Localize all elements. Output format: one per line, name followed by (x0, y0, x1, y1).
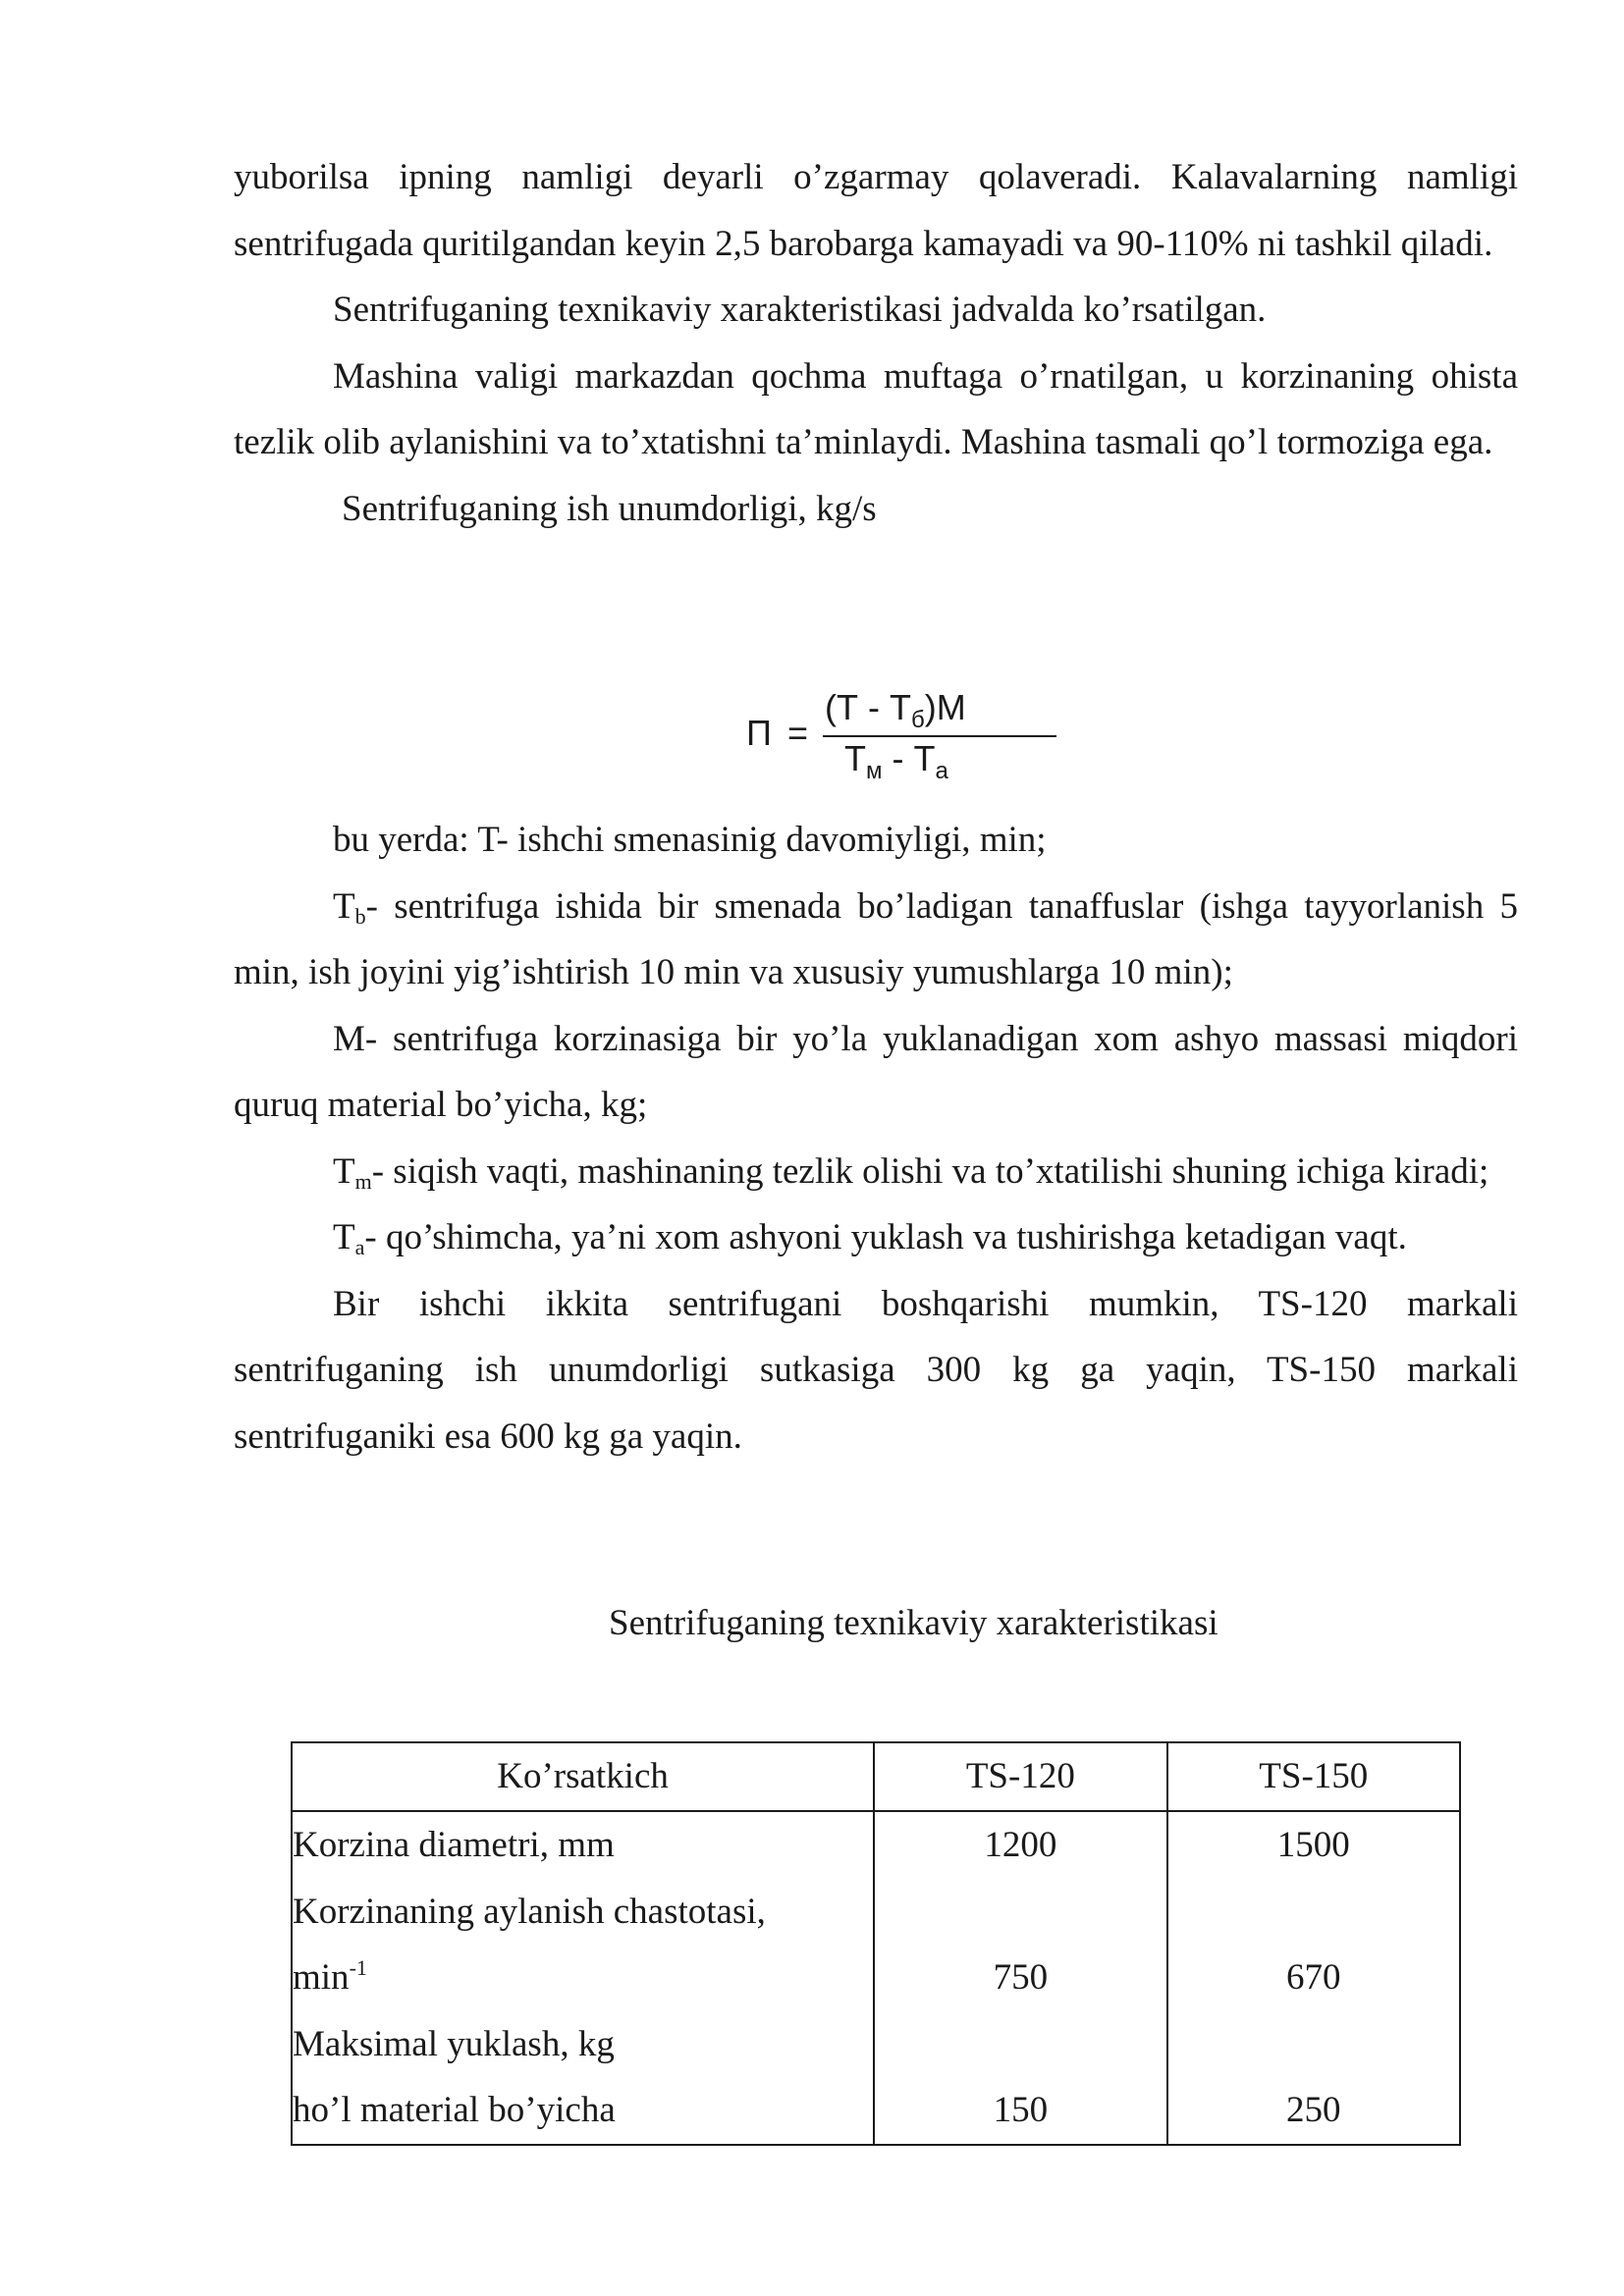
definition-tb: $T_b-$ sentrifuga ishida bir smenada bo’ladigan tanaffuslar (ishga tayyorlanish 5 min, ish joyini yig’ishtirish 10 min va xususiy yumushlarga 10 min); (234, 885, 1518, 992)
fraction-bar (823, 735, 1056, 737)
formula-numerator: $(Т - Т_б)М$ (825, 687, 966, 733)
table-caption: Sentrifuganing texnikaviy xarakteristikasi (609, 1603, 1218, 1643)
definitions-text (234, 807, 1518, 1469)
body-text (234, 144, 1518, 542)
row-value-ts150: 670 (1167, 1945, 1460, 2011)
table-row (292, 1945, 1460, 2011)
formula-denominator: $Т_м - Т_а$ (844, 738, 948, 784)
paragraph-machine-shaft: Mashina valigi markazdan qochma muftaga o’rnatilgan, u korzinaning ohista tezlik olib aylanishini va to’xtatishni ta’minlaydi. Mashina tasmali qo’l tormoziga ega. (234, 355, 1518, 462)
row-label: ho’l material bo’yicha (292, 2077, 874, 2145)
row-label: Korzina diametri, mm (292, 1811, 874, 1879)
table-row (292, 1811, 1460, 1879)
formula-equals: = (787, 713, 809, 753)
definition-t: bu yerda: T- ishchi smenasinig davomiyligi, min; (333, 820, 1047, 860)
table-row (292, 1879, 1460, 1946)
row-value-ts120: 150 (874, 2077, 1166, 2145)
spec-table (291, 1741, 1461, 2146)
paragraph-continuation: yuborilsa ipning namligi deyarli o’zgarmay qolaveradi. Kalavalarning namligi sentrifugada quritilgandan keyin 2,5 barobarga kamayadi va 90-110% ni tashkil qiladi. (234, 157, 1518, 264)
paragraph-operator: Bir ishchi ikkita sentrifugani boshqarishi mumkin, TS-120 markali sentrifuganing ish unumdorligi sutkasiga 300 kg ga yaqin, TS-150 markali sentrifuganiki esa 600 kg ga yaqin. (234, 1283, 1518, 1457)
formula-lhs: П (746, 713, 772, 753)
paragraph-productivity: Sentrifuganing ish unumdorligi, kg/s (342, 488, 877, 529)
definition-tm: $T_m-$ siqish vaqti, mashinaning tezlik olishi va to’xtatilishi shuning ichiga kiradi; (333, 1150, 1489, 1194)
table-header-row (292, 1742, 1460, 1811)
header-ts150: TS-150 (1167, 1742, 1460, 1811)
row-label: $\min^{-1}$ (292, 1945, 874, 2011)
row-value-ts150: 1500 (1167, 1811, 1460, 1879)
productivity-formula (746, 687, 1060, 795)
table-row (292, 2011, 1460, 2078)
table-row (292, 2077, 1460, 2145)
paragraph-table-reference: Sentrifuganing texnikaviy xarakteristikasi jadvalda ko’rsatilgan. (333, 290, 1267, 330)
header-indicator: Ko’rsatkich (292, 1742, 874, 1811)
header-ts120: TS-120 (874, 1742, 1166, 1811)
row-label: Korzinaning aylanish chastotasi, (292, 1879, 874, 1946)
row-value-ts150: 250 (1167, 2077, 1460, 2145)
row-value-ts120: 1200 (874, 1811, 1166, 1879)
row-label: Maksimal yuklash, kg (292, 2011, 874, 2078)
definition-m: M- sentrifuga korzinasiga bir yo’la yuklanadigan xom ashyo massasi miqdori quruq material bo’yicha, kg; (234, 1018, 1518, 1125)
row-value-ts120: 750 (874, 1945, 1166, 2011)
definition-ta: $T_a-$ qo’shimcha, ya’ni xom ashyoni yuklash va tushirishga ketadigan vaqt. (333, 1217, 1407, 1259)
